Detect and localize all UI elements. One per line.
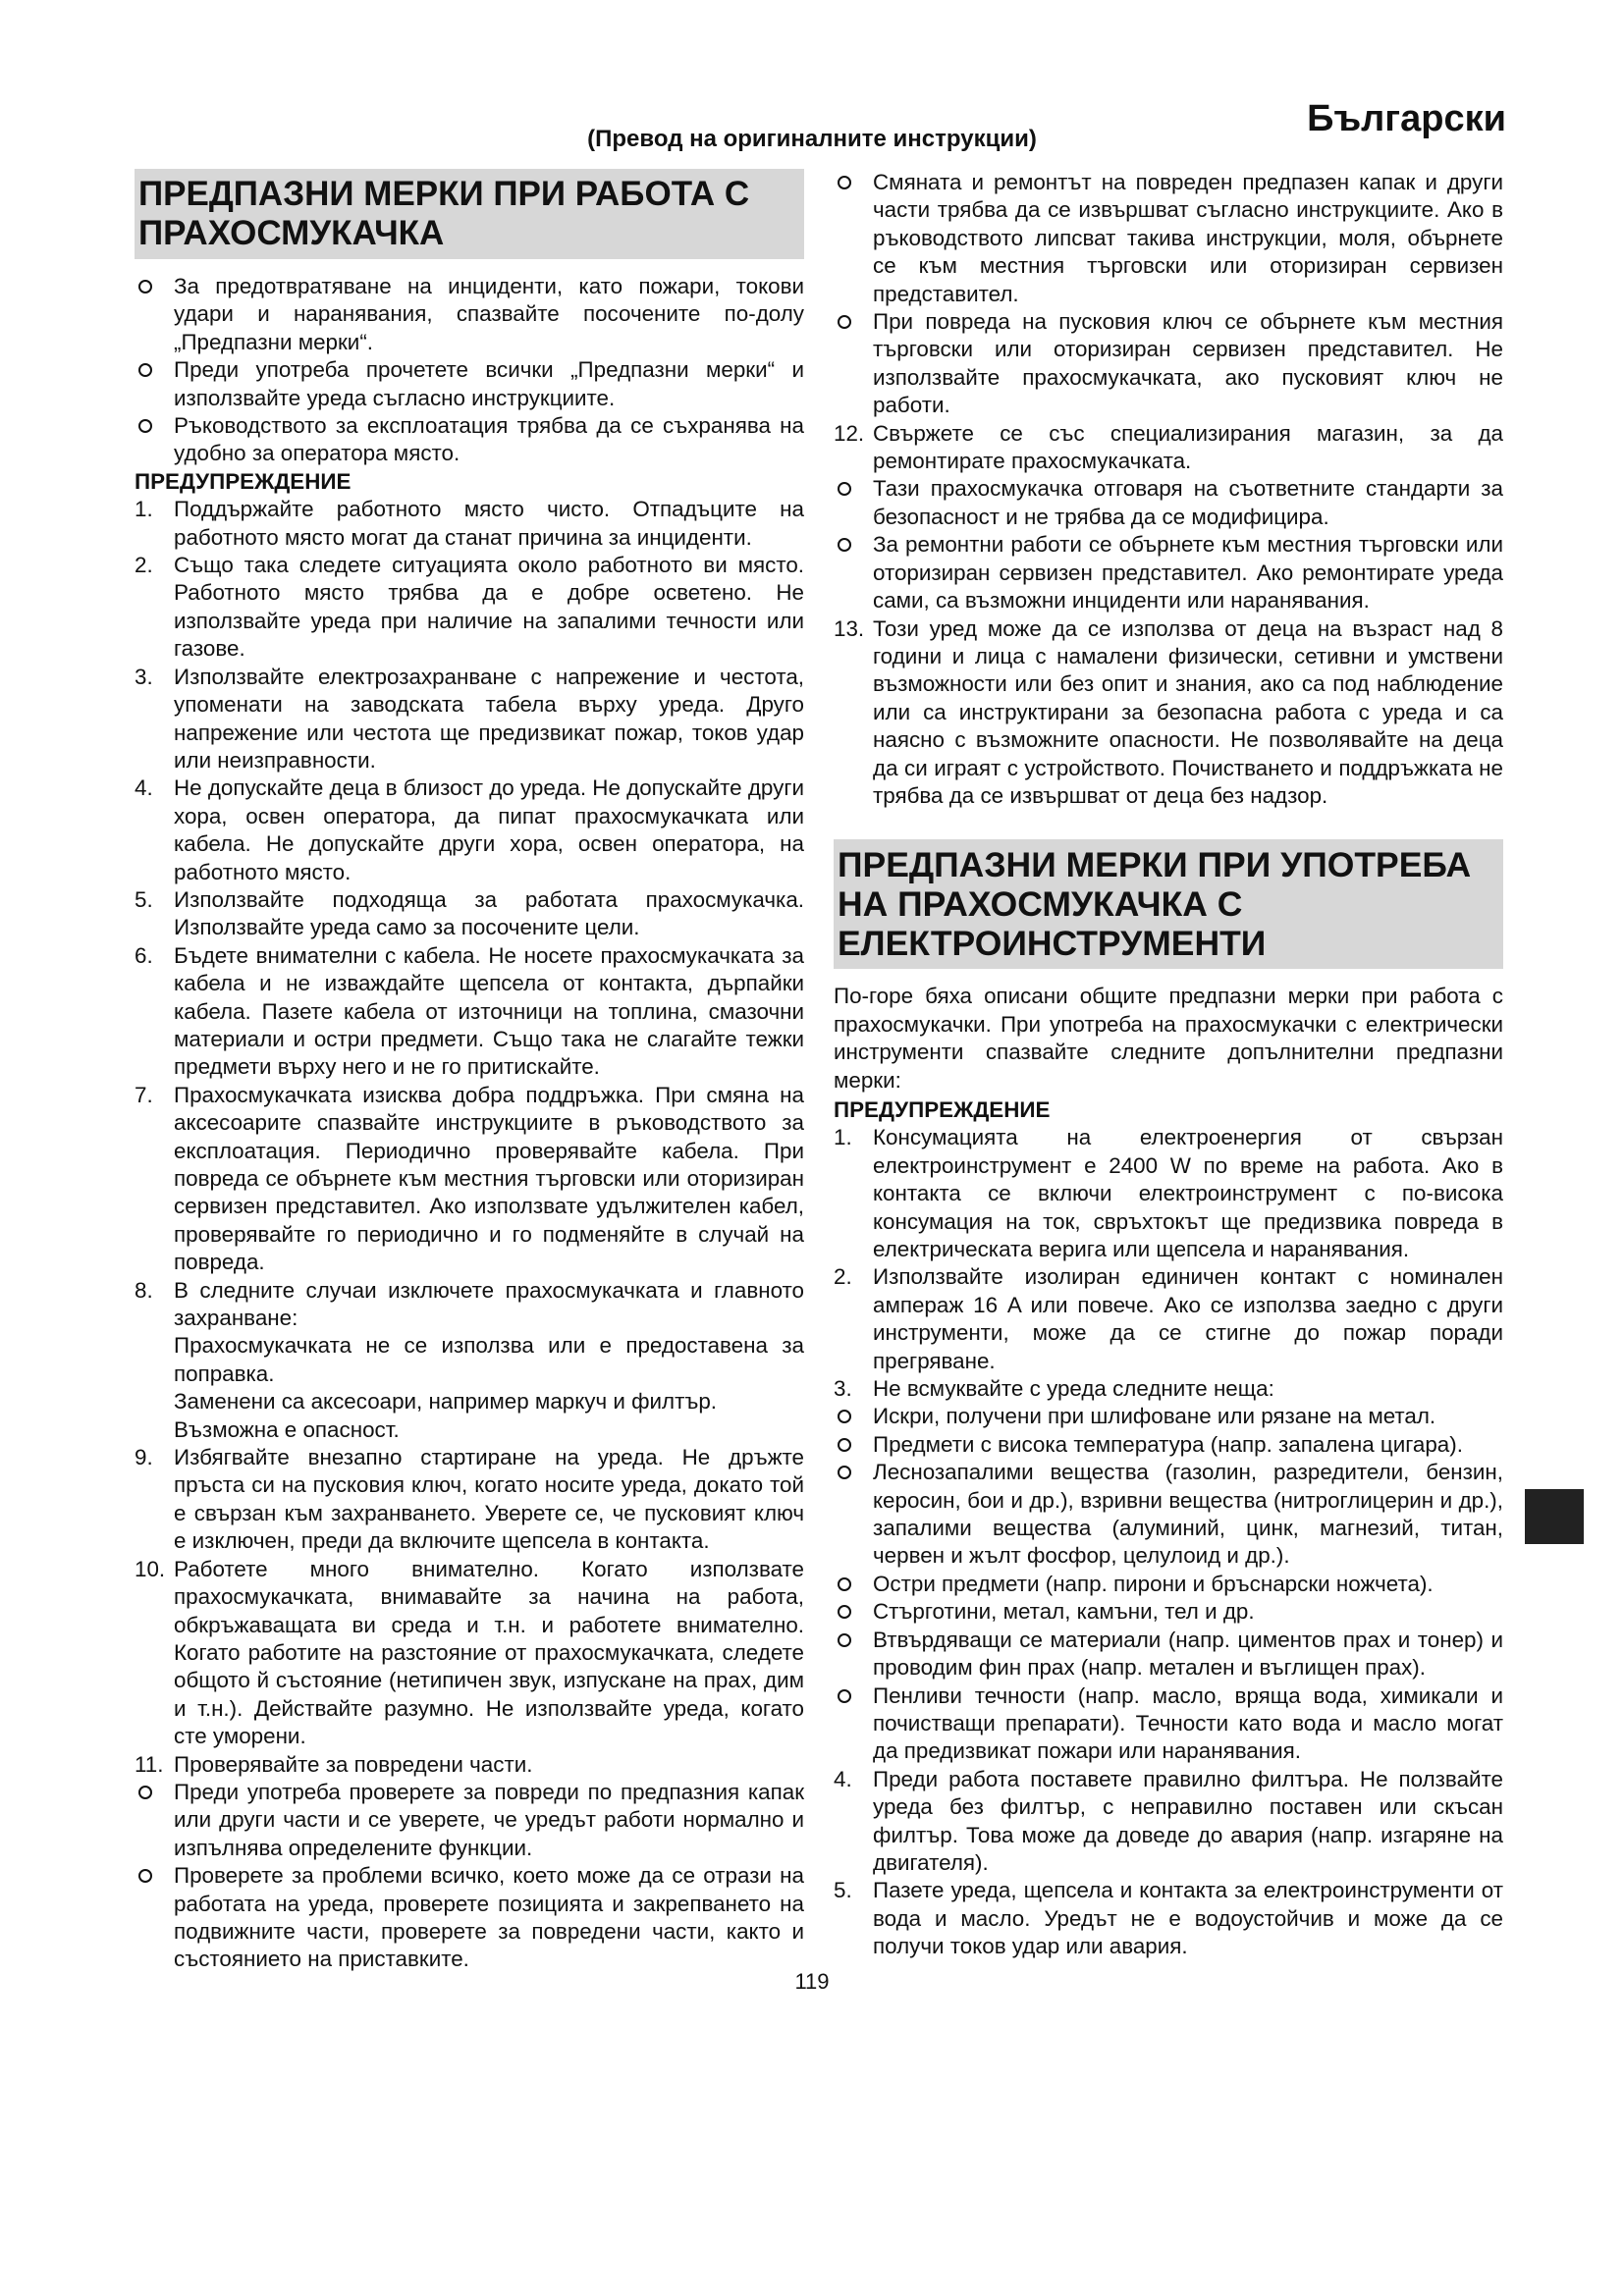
item-number: 11. xyxy=(135,1751,164,1777)
item-number: 4. xyxy=(834,1766,852,1791)
bullet-circle-icon xyxy=(138,363,152,377)
list-item xyxy=(135,1779,804,1862)
item-text: Ръководството за експлоатация трябва да се съхранява на удобно за оператора място. xyxy=(174,413,804,466)
item-number: 3. xyxy=(135,664,153,689)
list-item xyxy=(834,1571,1503,1598)
item-text: Не допускайте деца в близост до уреда. Не допускайте други хора, освен оператора, да пипат прахосмукачката или кабела. Не допускайте други хора, освен оператора, на работното място. xyxy=(174,775,804,884)
item-subtext: Възможна е опасност. xyxy=(174,1416,400,1442)
bullet-circle-icon xyxy=(138,1869,152,1883)
bullet-circle-icon xyxy=(838,1633,851,1647)
item-text: Леснозапалими вещества (газолин, разредители, бензин, керосин, бои и др.), взривни вещества (нитроглицерин и др.), запалими вещества (алуминий, цинк, магнезий, титан, червен и жълт фосфор, целулоид и др.). xyxy=(873,1460,1503,1569)
list-item xyxy=(135,552,804,664)
item-number: 1. xyxy=(834,1125,852,1150)
item-text: Консумацията на електроенергия от свързан електроинструмент е 2400 W по време на работа. Ако в контакта се включи електроинструмент с по-висока консумация на ток, свръхтокът ще предизвика повреда в електрическата верига или щепсела и наранявания. xyxy=(873,1125,1503,1261)
item-number: 2. xyxy=(834,1264,852,1290)
bullet-circle-icon xyxy=(138,1786,152,1799)
list-item xyxy=(834,1627,1503,1682)
list-item xyxy=(834,169,1503,308)
item-text: Стърготини, метал, камъни, тел и др. xyxy=(873,1599,1255,1625)
item-number: 13. xyxy=(834,615,865,641)
item-number: 4. xyxy=(135,775,153,801)
item-text: Прахосмукачката изисква добра поддръжка. При смяна на аксесоарите спазвайте инструкциите в ръководството за експлоатация. Периодично проверявайте кабела. При повреда се обърнете към местния търговски или оторизиран сервизен представител. Ако използвате удължителен кабел, проверявайте го периодично и го подменяйте в случай на повреда. xyxy=(174,1082,804,1275)
warning-heading-left: ПРЕДУПРЕЖДЕНИЕ xyxy=(135,468,352,494)
section-tab-marker xyxy=(1525,1489,1584,1544)
item-number: 8. xyxy=(135,1277,153,1303)
list-item xyxy=(135,1277,804,1444)
language-label: Български xyxy=(1307,98,1506,139)
item-text: Пенливи течности (напр. масло, вряща вода, химикали и почистващи препарати). Течности като вода и масло могат да предизвикат пожари или наранявания. xyxy=(873,1682,1503,1764)
bullet-circle-icon xyxy=(838,315,851,329)
bullet-circle-icon xyxy=(138,280,152,294)
list-item xyxy=(135,1444,804,1556)
list-item xyxy=(834,1431,1503,1459)
section-title-power-tools: ПРЕДПАЗНИ МЕРКИ ПРИ УПОТРЕБА НА ПРАХОСМУКАЧКА С ЕЛЕКТРОИНСТРУМЕНТИ xyxy=(834,839,1503,969)
list-item xyxy=(834,615,1503,811)
left-intro-list xyxy=(135,273,804,468)
item-text: Не всмуквайте с уреда следните неща: xyxy=(873,1376,1274,1402)
item-number: 6. xyxy=(135,942,153,968)
bullet-circle-icon xyxy=(838,1689,851,1703)
item-text: Втвърдяващи се материали (напр. циментов прах и тонер) и проводим фин прах (напр. метален и въглищен прах). xyxy=(873,1627,1503,1681)
left-warning-list xyxy=(135,496,804,1974)
item-number: 5. xyxy=(135,886,153,912)
item-text: Свържете се със специализирания магазин, за да ремонтирате прахосмукачката. xyxy=(873,420,1503,474)
right-warning-list xyxy=(834,1124,1503,1960)
list-item xyxy=(834,531,1503,614)
bullet-circle-icon xyxy=(838,538,851,552)
bullet-circle-icon xyxy=(838,176,851,189)
bullet-circle-icon xyxy=(838,1410,851,1423)
power-tools-intro: По-горе бяха описани общите предпазни мерки при работа с прахосмукачки. При употреба на прахосмукачки с електрически инструменти спазвайте следните допълнителни предпазни мерки: xyxy=(834,984,1503,1093)
list-item xyxy=(834,1598,1503,1626)
page-number: 119 xyxy=(794,1969,830,1994)
list-item xyxy=(135,1082,804,1277)
item-text: Преди употреба проверете за повреди по предпазния капак или други части и се уверете, че уредът работи нормално и изпълнява определените функции. xyxy=(174,1779,804,1860)
item-text: Остри предмети (напр. пирони и бръснарски ножчета). xyxy=(873,1571,1434,1596)
list-item xyxy=(834,308,1503,420)
item-number: 2. xyxy=(135,553,153,578)
bullet-circle-icon xyxy=(838,482,851,496)
item-text: Смяната и ремонтът на повреден предпазен капак и други части трябва да се извършват съгласно инструкциите. Ако в ръководството липсват такива инструкции, моля, обърнете се към местния търговски или оторизиран сервизен представител. xyxy=(873,170,1503,306)
list-item xyxy=(834,1682,1503,1766)
list-item xyxy=(834,1263,1503,1375)
item-text: Избягвайте внезапно стартиране на уреда. Не дръжте пръста си на пусковия ключ, когато носите уреда, докато той е свързан към захранването. Уверете се, че пусковият ключ е изключен, преди да включите щепсела в контакта. xyxy=(174,1445,804,1554)
bullet-circle-icon xyxy=(138,419,152,433)
list-item xyxy=(135,942,804,1082)
bullet-circle-icon xyxy=(838,1577,851,1591)
bullet-circle-icon xyxy=(838,1605,851,1619)
list-item xyxy=(834,1459,1503,1571)
item-subtext: Прахосмукачката не се използва или е предоставена за поправка. xyxy=(174,1333,804,1386)
item-text: За ремонтни работи се обърнете към местния търговски или оторизиран сервизен представител. Ако ремонтирате уреда сами, са възможни инциденти или наранявания. xyxy=(873,532,1503,614)
item-text: Поддържайте работното място чисто. Отпадъците на работното място могат да станат причина за инциденти. xyxy=(174,497,804,550)
item-number: 3. xyxy=(834,1376,852,1402)
item-text: Бъдете внимателни с кабела. Не носете прахосмукачката за кабела и не изваждайте щепсела от контакта, дърпайки кабела. Пазете кабела от източници на топлина, смазочни материали и остри предмети. Също така не слагайте тежки предмети върху него и не го притискайте. xyxy=(174,942,804,1080)
list-item xyxy=(135,664,804,775)
list-item xyxy=(135,412,804,468)
item-text: Използвайте изолиран единичен контакт с номинален ампераж 16 A или повече. Ако се използва заедно с други инструменти, може да се стигне до пожар поради прегряване. xyxy=(873,1264,1503,1373)
item-text: При повреда на пусковия ключ се обърнете към местния търговски или оторизиран сервизен представител. Не използвайте прахосмукачката, ако пусковият ключ не работи. xyxy=(873,309,1503,418)
list-item xyxy=(135,1556,804,1751)
list-item xyxy=(834,420,1503,476)
item-text: Използвайте подходяща за работата прахосмукачка. Използвайте уреда само за посочените цели. xyxy=(174,886,804,940)
item-number: 5. xyxy=(834,1878,852,1903)
list-item xyxy=(834,1375,1503,1403)
right-column xyxy=(834,169,1503,1961)
bullet-circle-icon xyxy=(838,1466,851,1479)
item-text: Преди работа поставете правилно филтъра. Не ползвайте уреда без филтър, с неправилно поставен или скъсан филтър. Това може да доведе до авария (напр. изгаряне на двигателя). xyxy=(873,1766,1503,1875)
list-item xyxy=(834,1877,1503,1960)
list-item xyxy=(135,356,804,412)
header-subtitle: (Превод на оригиналните инструкции) xyxy=(587,126,1037,152)
list-item xyxy=(834,1766,1503,1878)
item-text: Тази прахосмукачка отговаря на съответните стандарти за безопасност и не трябва да се модифицира. xyxy=(873,476,1503,529)
item-text: Този уред може да се използва от деца на възраст над 8 години и лица с намалени физически, сетивни и умствени възможности или без опит и знания, ако са под наблюдение или са инструктирани за безопасна работа с уреда и са наясно с възможните опасности. Не позволявайте на деца да си играят с устройството. Почистването и поддръжката не трябва да се извършват от деца без надзор. xyxy=(873,615,1503,808)
item-text: Проверявайте за повредени части. xyxy=(174,1751,533,1777)
item-text: Преди употреба прочетете всички „Предпазни мерки“ и използвайте уреда съгласно инструкциите. xyxy=(174,357,804,410)
item-text: Предмети с висока температура (напр. запалена цигара). xyxy=(873,1431,1463,1457)
left-column xyxy=(135,169,804,1974)
item-number: 10. xyxy=(135,1556,166,1581)
item-text: Използвайте електрозахранване с напрежение и честота, упоменати на заводската табела върху уреда. Друго напрежение или честота ще предизвикат пожар, токов удар или неизправности. xyxy=(174,664,804,773)
right-top-list xyxy=(834,169,1503,810)
item-text: Проверете за проблеми всичко, което може да се отрази на работата на уреда, проверете позицията и закрепването на подвижните части, проверете за повредени части, както и състоянието на приставките. xyxy=(174,1863,804,1972)
list-item xyxy=(135,1751,804,1779)
bullet-circle-icon xyxy=(838,1438,851,1452)
list-item xyxy=(834,1403,1503,1430)
list-item xyxy=(135,1862,804,1974)
list-item xyxy=(135,774,804,886)
item-number: 12. xyxy=(834,420,865,446)
item-text: Също така следете ситуацията около работното ви място. Работното място трябва да е добре осветено. Не използвайте уреда при наличие на запалими течности или газове. xyxy=(174,553,804,662)
item-number: 9. xyxy=(135,1445,153,1470)
item-subtext: Заменени са аксесоари, например маркуч и филтър. xyxy=(174,1389,717,1415)
item-number: 7. xyxy=(135,1082,153,1107)
warning-heading-right: ПРЕДУПРЕЖДЕНИЕ xyxy=(834,1096,1051,1122)
section-title-general: ПРЕДПАЗНИ МЕРКИ ПРИ РАБОТА С ПРАХОСМУКАЧКА xyxy=(135,169,804,259)
item-number: 1. xyxy=(135,497,153,522)
item-text: Пазете уреда, щепсела и контакта за електроинструменти от вода и масло. Уредът не е водоустойчив и може да се получи токов удар или авария. xyxy=(873,1878,1503,1959)
list-item xyxy=(135,273,804,356)
list-item xyxy=(834,1124,1503,1263)
item-text: Работете много внимателно. Когато използвате прахосмукачката, внимавайте за начина на работа, обкръжаващата ви среда и т.н. и работете внимателно. Когато работите на разстояние от прахосмукачката, следете общото й състояние (нетипичен звук, изпускане на прах, дим и т.н.). Действайте разумно. Не използвайте уреда, когато сте уморени. xyxy=(174,1556,804,1749)
list-item xyxy=(135,496,804,552)
item-text: За предотвратяване на инциденти, като пожари, токови удари и наранявания, спазвайте посочените по-долу „Предпазни мерки“. xyxy=(174,274,804,354)
list-item xyxy=(135,886,804,942)
item-text: Искри, получени при шлифоване или рязане на метал. xyxy=(873,1404,1436,1429)
list-item xyxy=(834,475,1503,531)
item-text: В следните случаи изключете прахосмукачката и главното захранване: xyxy=(174,1277,804,1331)
